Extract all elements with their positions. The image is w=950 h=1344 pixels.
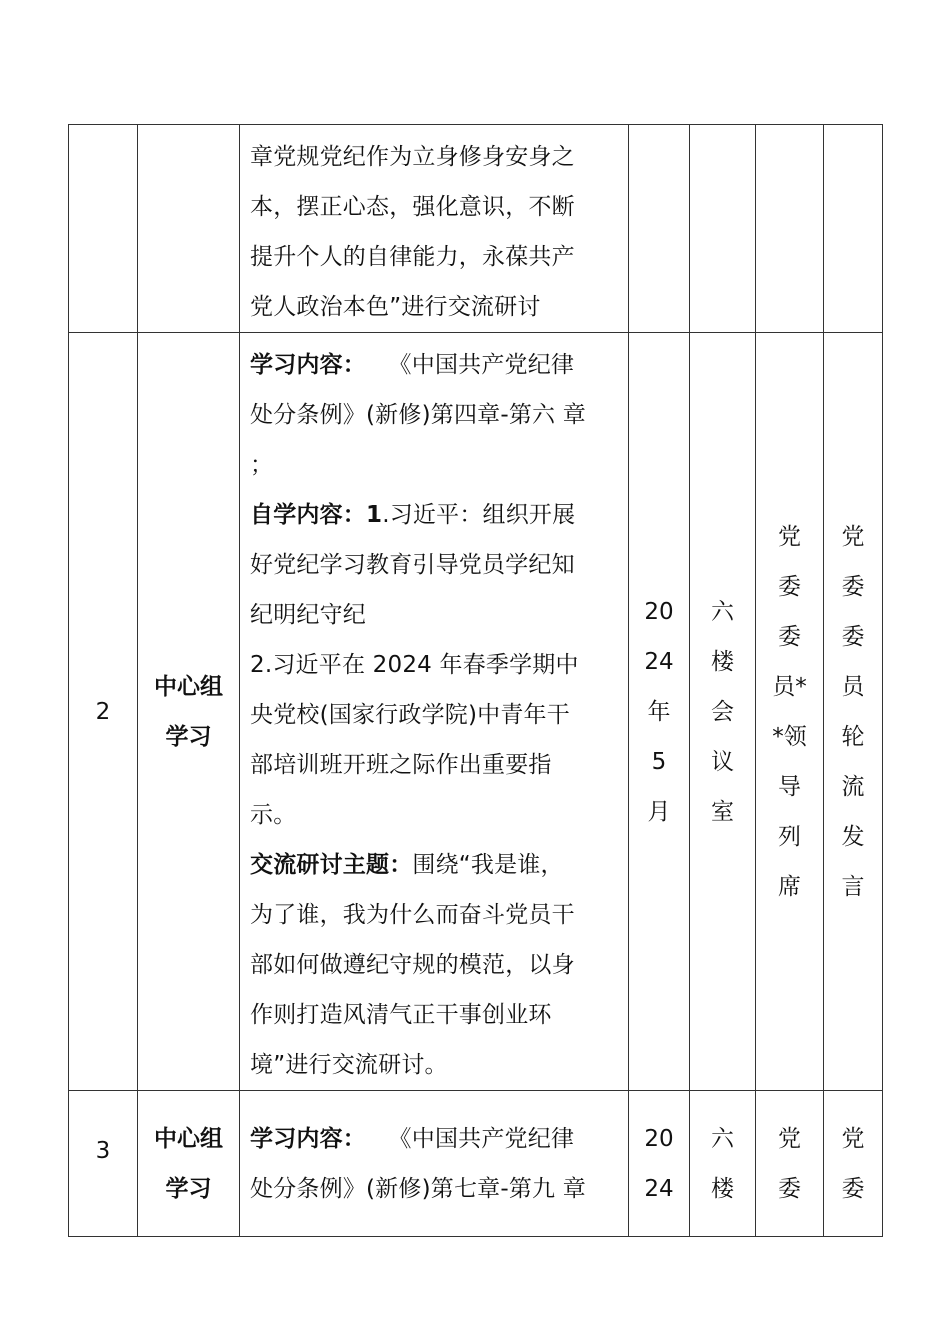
time-char: 5 [651, 748, 667, 775]
attendees-cell [756, 1091, 824, 1237]
attendees-char: 导 [778, 773, 801, 800]
attendees-cell [756, 125, 824, 333]
row-number: 3 [69, 1091, 138, 1237]
attendees-char: 席 [778, 873, 801, 900]
self-study-line [250, 490, 620, 540]
format-char: 发 [841, 823, 865, 850]
self-study-line: 纪明纪守纪 [250, 602, 366, 628]
time-char: 月 [647, 798, 671, 825]
attendees-char: *领 [772, 723, 807, 750]
content-cell [240, 1091, 629, 1237]
study-content-line: ； [250, 452, 274, 478]
self-study-line: 2.习近平在 2024 年春季学期中 [250, 652, 579, 678]
study-content-line: 处分条例》(新修)第四章-第六 章 [250, 402, 586, 428]
format-char: 委 [841, 1176, 865, 1202]
attendees-char: 员* [772, 673, 807, 700]
time-char: 20 [644, 598, 674, 625]
study-content-line [250, 1114, 620, 1164]
study-content-line [250, 340, 620, 390]
topic-line [250, 840, 620, 890]
time-char: 年 [647, 698, 671, 725]
table-row [69, 125, 883, 333]
format-char: 委 [841, 623, 865, 650]
format-char: 党 [841, 1126, 865, 1152]
topic-line: 为了谁，我为什么而奋斗党员干 [250, 902, 575, 928]
time-cell [629, 1091, 690, 1237]
format-char: 言 [841, 873, 865, 900]
topic-label: 交流研讨主题： [250, 852, 413, 878]
content-cell [240, 333, 629, 1091]
study-content-text: 《中国共产党纪律 [388, 352, 575, 378]
topic-line: 部如何做遵纪守规的模范，以身 [250, 952, 575, 978]
attendees-cell [756, 333, 824, 1091]
attendees-char: 党 [778, 523, 801, 550]
place-cell [690, 125, 756, 333]
study-plan-table [68, 124, 883, 1237]
study-content-label: 学习内容： [250, 352, 366, 378]
study-type-cell [138, 1091, 240, 1237]
place-cell [690, 333, 756, 1091]
table-row [69, 1091, 883, 1237]
study-type-cell [138, 333, 240, 1091]
row-number-cell [69, 125, 138, 333]
place-char: 楼 [711, 648, 734, 675]
format-char: 轮 [841, 723, 865, 750]
self-study-line: 部培训班开班之际作出重要指 [250, 752, 552, 778]
content-line: 党人政治本色”进行交流研讨 [250, 294, 541, 320]
study-content-text: 《中国共产党纪律 [388, 1126, 575, 1152]
attendees-char: 委 [778, 1176, 801, 1202]
content-line: 提升个人的自律能力，永葆共产 [250, 244, 575, 270]
format-cell [824, 1091, 883, 1237]
format-char: 委 [841, 573, 865, 600]
self-study-text: .习近平：组织开展 [382, 502, 576, 528]
self-study-number: 1 [366, 502, 383, 528]
self-study-line: 央党校(国家行政学院)中青年干 [250, 702, 570, 728]
table-row [69, 333, 883, 1091]
format-char: 党 [841, 523, 865, 550]
place-char: 议 [711, 748, 734, 775]
time-cell [629, 125, 690, 333]
place-char: 会 [711, 698, 734, 725]
topic-text: 围绕“我是谁， [412, 852, 564, 878]
study-type-line: 学习 [165, 1176, 212, 1202]
self-study-line: 好党纪学习教育引导党员学纪知 [250, 552, 575, 578]
content-line: 章党规党纪作为立身修身安身之 [250, 144, 575, 170]
time-char: 24 [644, 648, 674, 675]
row-number: 2 [69, 333, 138, 1091]
study-type-line: 中心组 [154, 1126, 223, 1152]
self-study-label: 自学内容： [250, 502, 366, 528]
format-cell [824, 125, 883, 333]
place-char: 六 [711, 1126, 734, 1152]
topic-line: 作则打造风清气正干事创业环 [250, 1002, 552, 1028]
study-type-cell [138, 125, 240, 333]
format-char: 流 [841, 773, 865, 800]
place-cell [690, 1091, 756, 1237]
format-cell [824, 333, 883, 1091]
attendees-char: 委 [778, 573, 801, 600]
topic-line: 境”进行交流研讨。 [250, 1052, 448, 1078]
time-cell [629, 333, 690, 1091]
study-type-line: 中心组 [154, 673, 223, 700]
content-line: 本，摆正心态，强化意识，不断 [250, 194, 575, 220]
self-study-line: 示。 [250, 802, 297, 828]
study-content-label: 学习内容： [250, 1126, 366, 1152]
place-char: 六 [711, 598, 734, 625]
attendees-char: 委 [778, 623, 801, 650]
attendees-char: 党 [778, 1126, 801, 1152]
study-type-line: 学习 [165, 723, 212, 750]
place-char: 室 [711, 798, 734, 825]
time-char: 20 [644, 1126, 674, 1152]
time-char: 24 [644, 1176, 674, 1202]
content-cell [240, 125, 629, 333]
place-char: 楼 [711, 1176, 734, 1202]
attendees-char: 列 [778, 823, 801, 850]
study-content-line: 处分条例》(新修)第七章-第九 章 [250, 1176, 586, 1202]
format-char: 员 [841, 673, 865, 700]
